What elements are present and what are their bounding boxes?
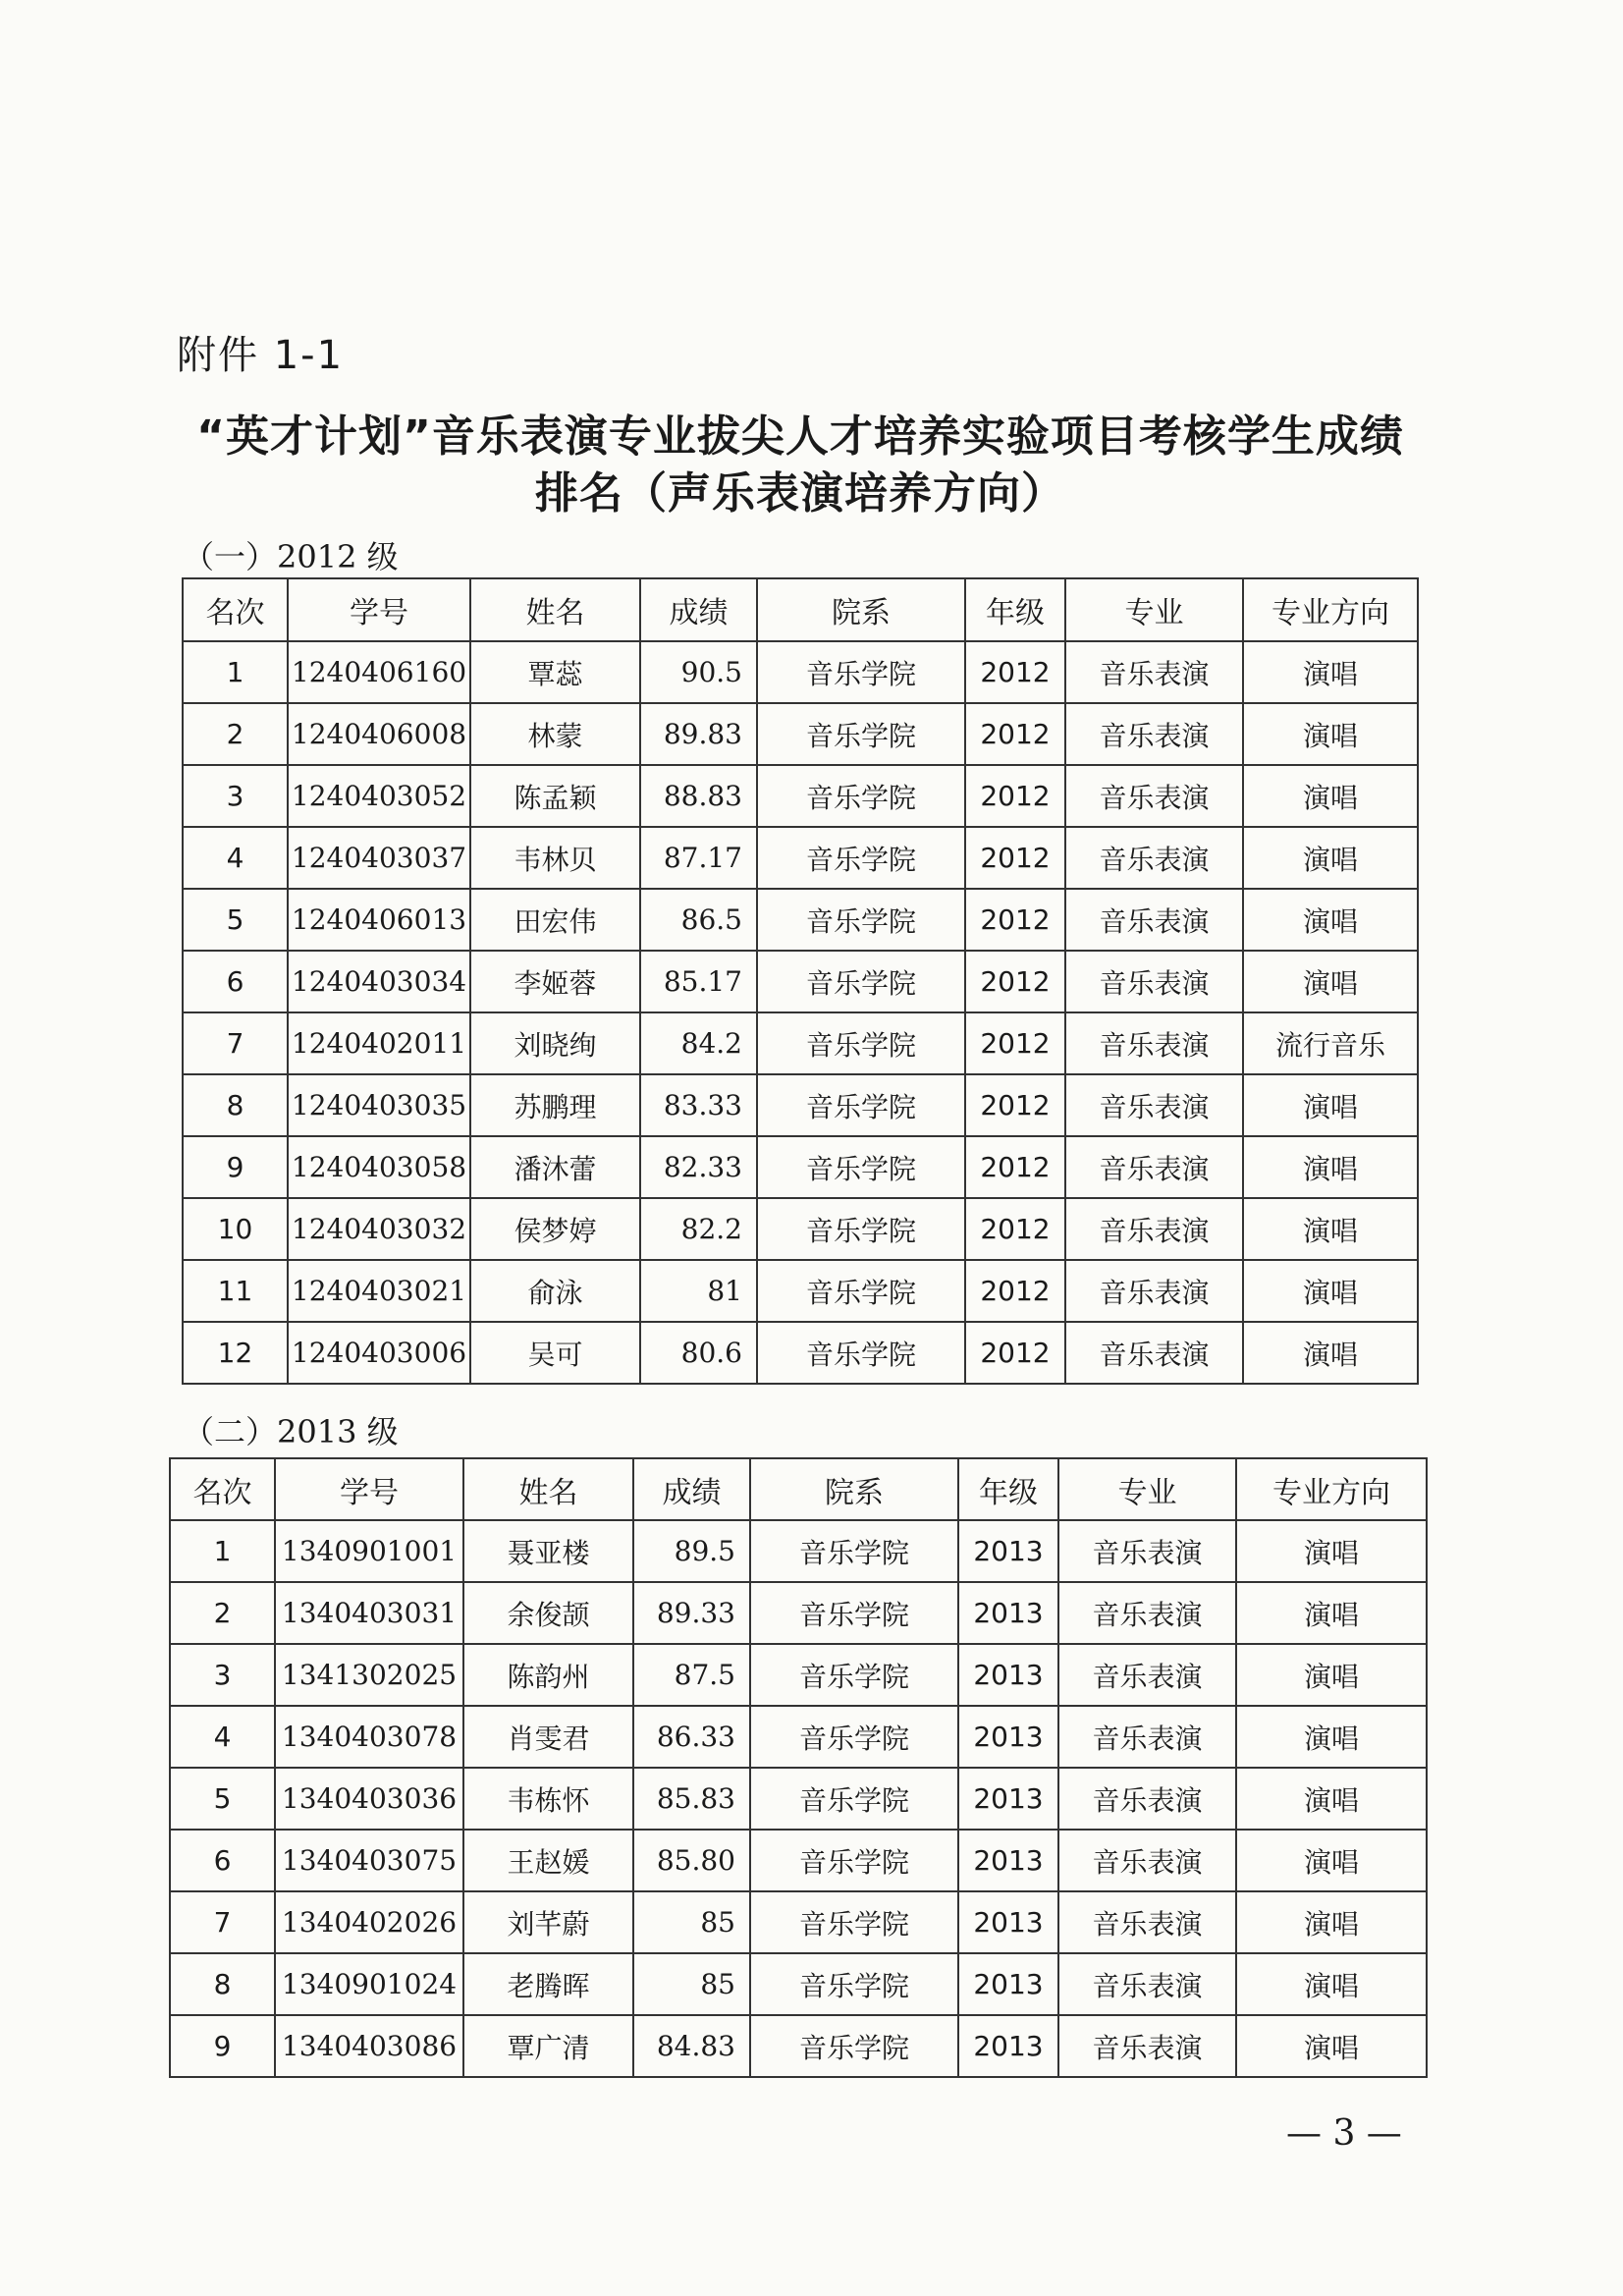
- header-row: [170, 1458, 1427, 1520]
- department-cell: 音乐学院: [750, 1706, 958, 1768]
- name-cell: 覃蕊: [470, 641, 640, 703]
- direction-cell: 演唱: [1243, 703, 1418, 765]
- header-direction: 专业方向: [1243, 578, 1418, 641]
- grades-table-2012: [182, 577, 1419, 1385]
- department-cell: 音乐学院: [757, 1198, 965, 1260]
- header-row: [183, 578, 1418, 641]
- name-cell: 吴可: [470, 1322, 640, 1384]
- table-row: [170, 1953, 1427, 2015]
- name-cell: 陈孟颖: [470, 765, 640, 827]
- score-cell: 85.83: [633, 1768, 750, 1830]
- score-cell: 85: [633, 1891, 750, 1953]
- department-cell: 音乐学院: [750, 1644, 958, 1706]
- header-direction: 专业方向: [1236, 1458, 1427, 1520]
- student-id-cell: 1340403078: [275, 1706, 463, 1768]
- header-rank: 名次: [183, 578, 288, 641]
- department-cell: 音乐学院: [757, 703, 965, 765]
- table-body: [183, 641, 1418, 1384]
- name-cell: 王赵媛: [463, 1830, 633, 1891]
- grade-cell: 2012: [965, 1198, 1065, 1260]
- student-id-cell: 1340403086: [275, 2015, 463, 2077]
- rank-cell: 8: [183, 1074, 288, 1136]
- grade-cell: 2012: [965, 1136, 1065, 1198]
- name-cell: 苏鹏理: [470, 1074, 640, 1136]
- direction-cell: 演唱: [1236, 1830, 1427, 1891]
- name-cell: 田宏伟: [470, 889, 640, 951]
- grade-cell: 2012: [965, 827, 1065, 889]
- name-cell: 潘沐蕾: [470, 1136, 640, 1198]
- header-student-id: 学号: [288, 578, 470, 641]
- major-cell: 音乐表演: [1065, 951, 1243, 1012]
- major-cell: 音乐表演: [1058, 1644, 1236, 1706]
- direction-cell: 演唱: [1243, 889, 1418, 951]
- direction-cell: 演唱: [1236, 1520, 1427, 1582]
- score-cell: 88.83: [640, 765, 757, 827]
- student-id-cell: 1340403031: [275, 1582, 463, 1644]
- document-title-line1: “英才计划”音乐表演专业拔尖人才培养实验项目考核学生成绩: [196, 411, 1404, 462]
- section-label-2013: （二）2013 级: [183, 1413, 399, 1450]
- score-cell: 85: [633, 1953, 750, 2015]
- rank-cell: 3: [170, 1644, 275, 1706]
- major-cell: 音乐表演: [1065, 641, 1243, 703]
- rank-cell: 4: [170, 1706, 275, 1768]
- direction-cell: 演唱: [1243, 641, 1418, 703]
- score-cell: 82.2: [640, 1198, 757, 1260]
- direction-cell: 流行音乐: [1243, 1012, 1418, 1074]
- table-row: [170, 1706, 1427, 1768]
- department-cell: 音乐学院: [750, 1830, 958, 1891]
- header-grade: 年级: [958, 1458, 1058, 1520]
- table-header: [183, 578, 1418, 641]
- major-cell: 音乐表演: [1065, 1074, 1243, 1136]
- grade-cell: 2013: [958, 1953, 1058, 2015]
- score-cell: 87.5: [633, 1644, 750, 1706]
- major-cell: 音乐表演: [1058, 1830, 1236, 1891]
- name-cell: 韦林贝: [470, 827, 640, 889]
- rank-cell: 5: [170, 1768, 275, 1830]
- department-cell: 音乐学院: [757, 1074, 965, 1136]
- rank-cell: 4: [183, 827, 288, 889]
- score-cell: 85.17: [640, 951, 757, 1012]
- student-id-cell: 1340403036: [275, 1768, 463, 1830]
- major-cell: 音乐表演: [1065, 1322, 1243, 1384]
- rank-cell: 6: [183, 951, 288, 1012]
- direction-cell: 演唱: [1243, 765, 1418, 827]
- header-grade: 年级: [965, 578, 1065, 641]
- student-id-cell: 1240403052: [288, 765, 470, 827]
- score-cell: 85.80: [633, 1830, 750, 1891]
- student-id-cell: 1240406013: [288, 889, 470, 951]
- name-cell: 覃广清: [463, 2015, 633, 2077]
- grade-cell: 2012: [965, 1074, 1065, 1136]
- department-cell: 音乐学院: [750, 1953, 958, 2015]
- department-cell: 音乐学院: [757, 1322, 965, 1384]
- major-cell: 音乐表演: [1065, 765, 1243, 827]
- header-department: 院系: [757, 578, 965, 641]
- name-cell: 韦栋怀: [463, 1768, 633, 1830]
- major-cell: 音乐表演: [1065, 703, 1243, 765]
- direction-cell: 演唱: [1243, 1198, 1418, 1260]
- department-cell: 音乐学院: [750, 1520, 958, 1582]
- rank-cell: 6: [170, 1830, 275, 1891]
- student-id-cell: 1240403006: [288, 1322, 470, 1384]
- direction-cell: 演唱: [1243, 827, 1418, 889]
- table-row: [183, 1074, 1418, 1136]
- header-score: 成绩: [640, 578, 757, 641]
- grade-cell: 2012: [965, 1260, 1065, 1322]
- name-cell: 余俊颉: [463, 1582, 633, 1644]
- major-cell: 音乐表演: [1065, 827, 1243, 889]
- direction-cell: 演唱: [1236, 1768, 1427, 1830]
- grade-cell: 2013: [958, 1706, 1058, 1768]
- department-cell: 音乐学院: [757, 1012, 965, 1074]
- department-cell: 音乐学院: [757, 1136, 965, 1198]
- grade-cell: 2012: [965, 951, 1065, 1012]
- major-cell: 音乐表演: [1065, 1136, 1243, 1198]
- direction-cell: 演唱: [1236, 1953, 1427, 2015]
- grades-table-2013: [169, 1457, 1428, 2078]
- rank-cell: 2: [183, 703, 288, 765]
- grade-cell: 2013: [958, 1582, 1058, 1644]
- score-cell: 81: [640, 1260, 757, 1322]
- major-cell: 音乐表演: [1065, 1260, 1243, 1322]
- header-name: 姓名: [470, 578, 640, 641]
- rank-cell: 12: [183, 1322, 288, 1384]
- student-id-cell: 1240406160: [288, 641, 470, 703]
- direction-cell: 演唱: [1236, 1891, 1427, 1953]
- major-cell: 音乐表演: [1065, 1012, 1243, 1074]
- department-cell: 音乐学院: [750, 1582, 958, 1644]
- student-id-cell: 1240403058: [288, 1136, 470, 1198]
- grade-cell: 2012: [965, 703, 1065, 765]
- grade-cell: 2012: [965, 889, 1065, 951]
- table-row: [183, 1136, 1418, 1198]
- direction-cell: 演唱: [1243, 1136, 1418, 1198]
- score-cell: 82.33: [640, 1136, 757, 1198]
- name-cell: 陈韵州: [463, 1644, 633, 1706]
- student-id-cell: 1340403075: [275, 1830, 463, 1891]
- table-row: [183, 1260, 1418, 1322]
- rank-cell: 11: [183, 1260, 288, 1322]
- grade-cell: 2012: [965, 641, 1065, 703]
- major-cell: 音乐表演: [1058, 1582, 1236, 1644]
- major-cell: 音乐表演: [1058, 1891, 1236, 1953]
- major-cell: 音乐表演: [1058, 1706, 1236, 1768]
- score-cell: 84.2: [640, 1012, 757, 1074]
- major-cell: 音乐表演: [1058, 1768, 1236, 1830]
- direction-cell: 演唱: [1236, 1706, 1427, 1768]
- student-id-cell: 1340901001: [275, 1520, 463, 1582]
- rank-cell: 10: [183, 1198, 288, 1260]
- name-cell: 老腾晖: [463, 1953, 633, 2015]
- grade-cell: 2013: [958, 1520, 1058, 1582]
- score-cell: 80.6: [640, 1322, 757, 1384]
- department-cell: 音乐学院: [750, 1768, 958, 1830]
- direction-cell: 演唱: [1243, 1260, 1418, 1322]
- table-header: [170, 1458, 1427, 1520]
- department-cell: 音乐学院: [750, 1891, 958, 1953]
- direction-cell: 演唱: [1236, 2015, 1427, 2077]
- table-row: [183, 1198, 1418, 1260]
- direction-cell: 演唱: [1236, 1582, 1427, 1644]
- table-row: [170, 1644, 1427, 1706]
- student-id-cell: 1240406008: [288, 703, 470, 765]
- rank-cell: 8: [170, 1953, 275, 2015]
- header-name: 姓名: [463, 1458, 633, 1520]
- name-cell: 刘晓绚: [470, 1012, 640, 1074]
- student-id-cell: 1340901024: [275, 1953, 463, 2015]
- score-cell: 89.33: [633, 1582, 750, 1644]
- rank-cell: 7: [170, 1891, 275, 1953]
- grade-cell: 2013: [958, 1768, 1058, 1830]
- direction-cell: 演唱: [1243, 1322, 1418, 1384]
- section-label-2012: （一）2012 级: [183, 538, 399, 575]
- table-row: [170, 1520, 1427, 1582]
- major-cell: 音乐表演: [1058, 2015, 1236, 2077]
- rank-cell: 7: [183, 1012, 288, 1074]
- student-id-cell: 1240403035: [288, 1074, 470, 1136]
- rank-cell: 9: [170, 2015, 275, 2077]
- table-row: [183, 827, 1418, 889]
- page-number: — 3 —: [1286, 2113, 1402, 2154]
- name-cell: 俞泳: [470, 1260, 640, 1322]
- department-cell: 音乐学院: [757, 765, 965, 827]
- grade-cell: 2012: [965, 1012, 1065, 1074]
- table-row: [170, 1891, 1427, 1953]
- department-cell: 音乐学院: [757, 641, 965, 703]
- student-id-cell: 1240402011: [288, 1012, 470, 1074]
- score-cell: 89.83: [640, 703, 757, 765]
- name-cell: 刘芊蔚: [463, 1891, 633, 1953]
- grade-cell: 2013: [958, 1644, 1058, 1706]
- student-id-cell: 1240403034: [288, 951, 470, 1012]
- grade-cell: 2013: [958, 1830, 1058, 1891]
- score-cell: 84.83: [633, 2015, 750, 2077]
- score-cell: 90.5: [640, 641, 757, 703]
- grade-cell: 2012: [965, 1322, 1065, 1384]
- header-major: 专业: [1065, 578, 1243, 641]
- direction-cell: 演唱: [1243, 1074, 1418, 1136]
- student-id-cell: 1240403032: [288, 1198, 470, 1260]
- major-cell: 音乐表演: [1058, 1953, 1236, 2015]
- department-cell: 音乐学院: [757, 951, 965, 1012]
- department-cell: 音乐学院: [750, 2015, 958, 2077]
- grade-cell: 2013: [958, 2015, 1058, 2077]
- score-cell: 87.17: [640, 827, 757, 889]
- direction-cell: 演唱: [1236, 1644, 1427, 1706]
- table-row: [183, 889, 1418, 951]
- student-id-cell: 1240403021: [288, 1260, 470, 1322]
- student-id-cell: 1341302025: [275, 1644, 463, 1706]
- table-row: [183, 765, 1418, 827]
- table-row: [170, 2015, 1427, 2077]
- major-cell: 音乐表演: [1058, 1520, 1236, 1582]
- header-department: 院系: [750, 1458, 958, 1520]
- attachment-label: 附件 1-1: [177, 333, 345, 378]
- table-row: [170, 1830, 1427, 1891]
- rank-cell: 1: [170, 1520, 275, 1582]
- grade-cell: 2013: [958, 1891, 1058, 1953]
- table-row: [183, 951, 1418, 1012]
- rank-cell: 5: [183, 889, 288, 951]
- name-cell: 侯梦婷: [470, 1198, 640, 1260]
- document-title-line2: 排名（声乐表演培养方向）: [535, 468, 1065, 519]
- name-cell: 林蒙: [470, 703, 640, 765]
- header-student-id: 学号: [275, 1458, 463, 1520]
- major-cell: 音乐表演: [1065, 889, 1243, 951]
- department-cell: 音乐学院: [757, 889, 965, 951]
- student-id-cell: 1340402026: [275, 1891, 463, 1953]
- grade-cell: 2012: [965, 765, 1065, 827]
- score-cell: 86.33: [633, 1706, 750, 1768]
- rank-cell: 1: [183, 641, 288, 703]
- table-row: [170, 1768, 1427, 1830]
- table-row: [183, 1322, 1418, 1384]
- table-body: [170, 1520, 1427, 2077]
- header-score: 成绩: [633, 1458, 750, 1520]
- rank-cell: 2: [170, 1582, 275, 1644]
- rank-cell: 3: [183, 765, 288, 827]
- table-row: [183, 1012, 1418, 1074]
- score-cell: 83.33: [640, 1074, 757, 1136]
- student-id-cell: 1240403037: [288, 827, 470, 889]
- rank-cell: 9: [183, 1136, 288, 1198]
- table-row: [170, 1582, 1427, 1644]
- name-cell: 聂亚楼: [463, 1520, 633, 1582]
- header-major: 专业: [1058, 1458, 1236, 1520]
- name-cell: 肖雯君: [463, 1706, 633, 1768]
- name-cell: 李姬蓉: [470, 951, 640, 1012]
- score-cell: 89.5: [633, 1520, 750, 1582]
- score-cell: 86.5: [640, 889, 757, 951]
- department-cell: 音乐学院: [757, 1260, 965, 1322]
- header-rank: 名次: [170, 1458, 275, 1520]
- major-cell: 音乐表演: [1065, 1198, 1243, 1260]
- table-row: [183, 703, 1418, 765]
- table-row: [183, 641, 1418, 703]
- department-cell: 音乐学院: [757, 827, 965, 889]
- direction-cell: 演唱: [1243, 951, 1418, 1012]
